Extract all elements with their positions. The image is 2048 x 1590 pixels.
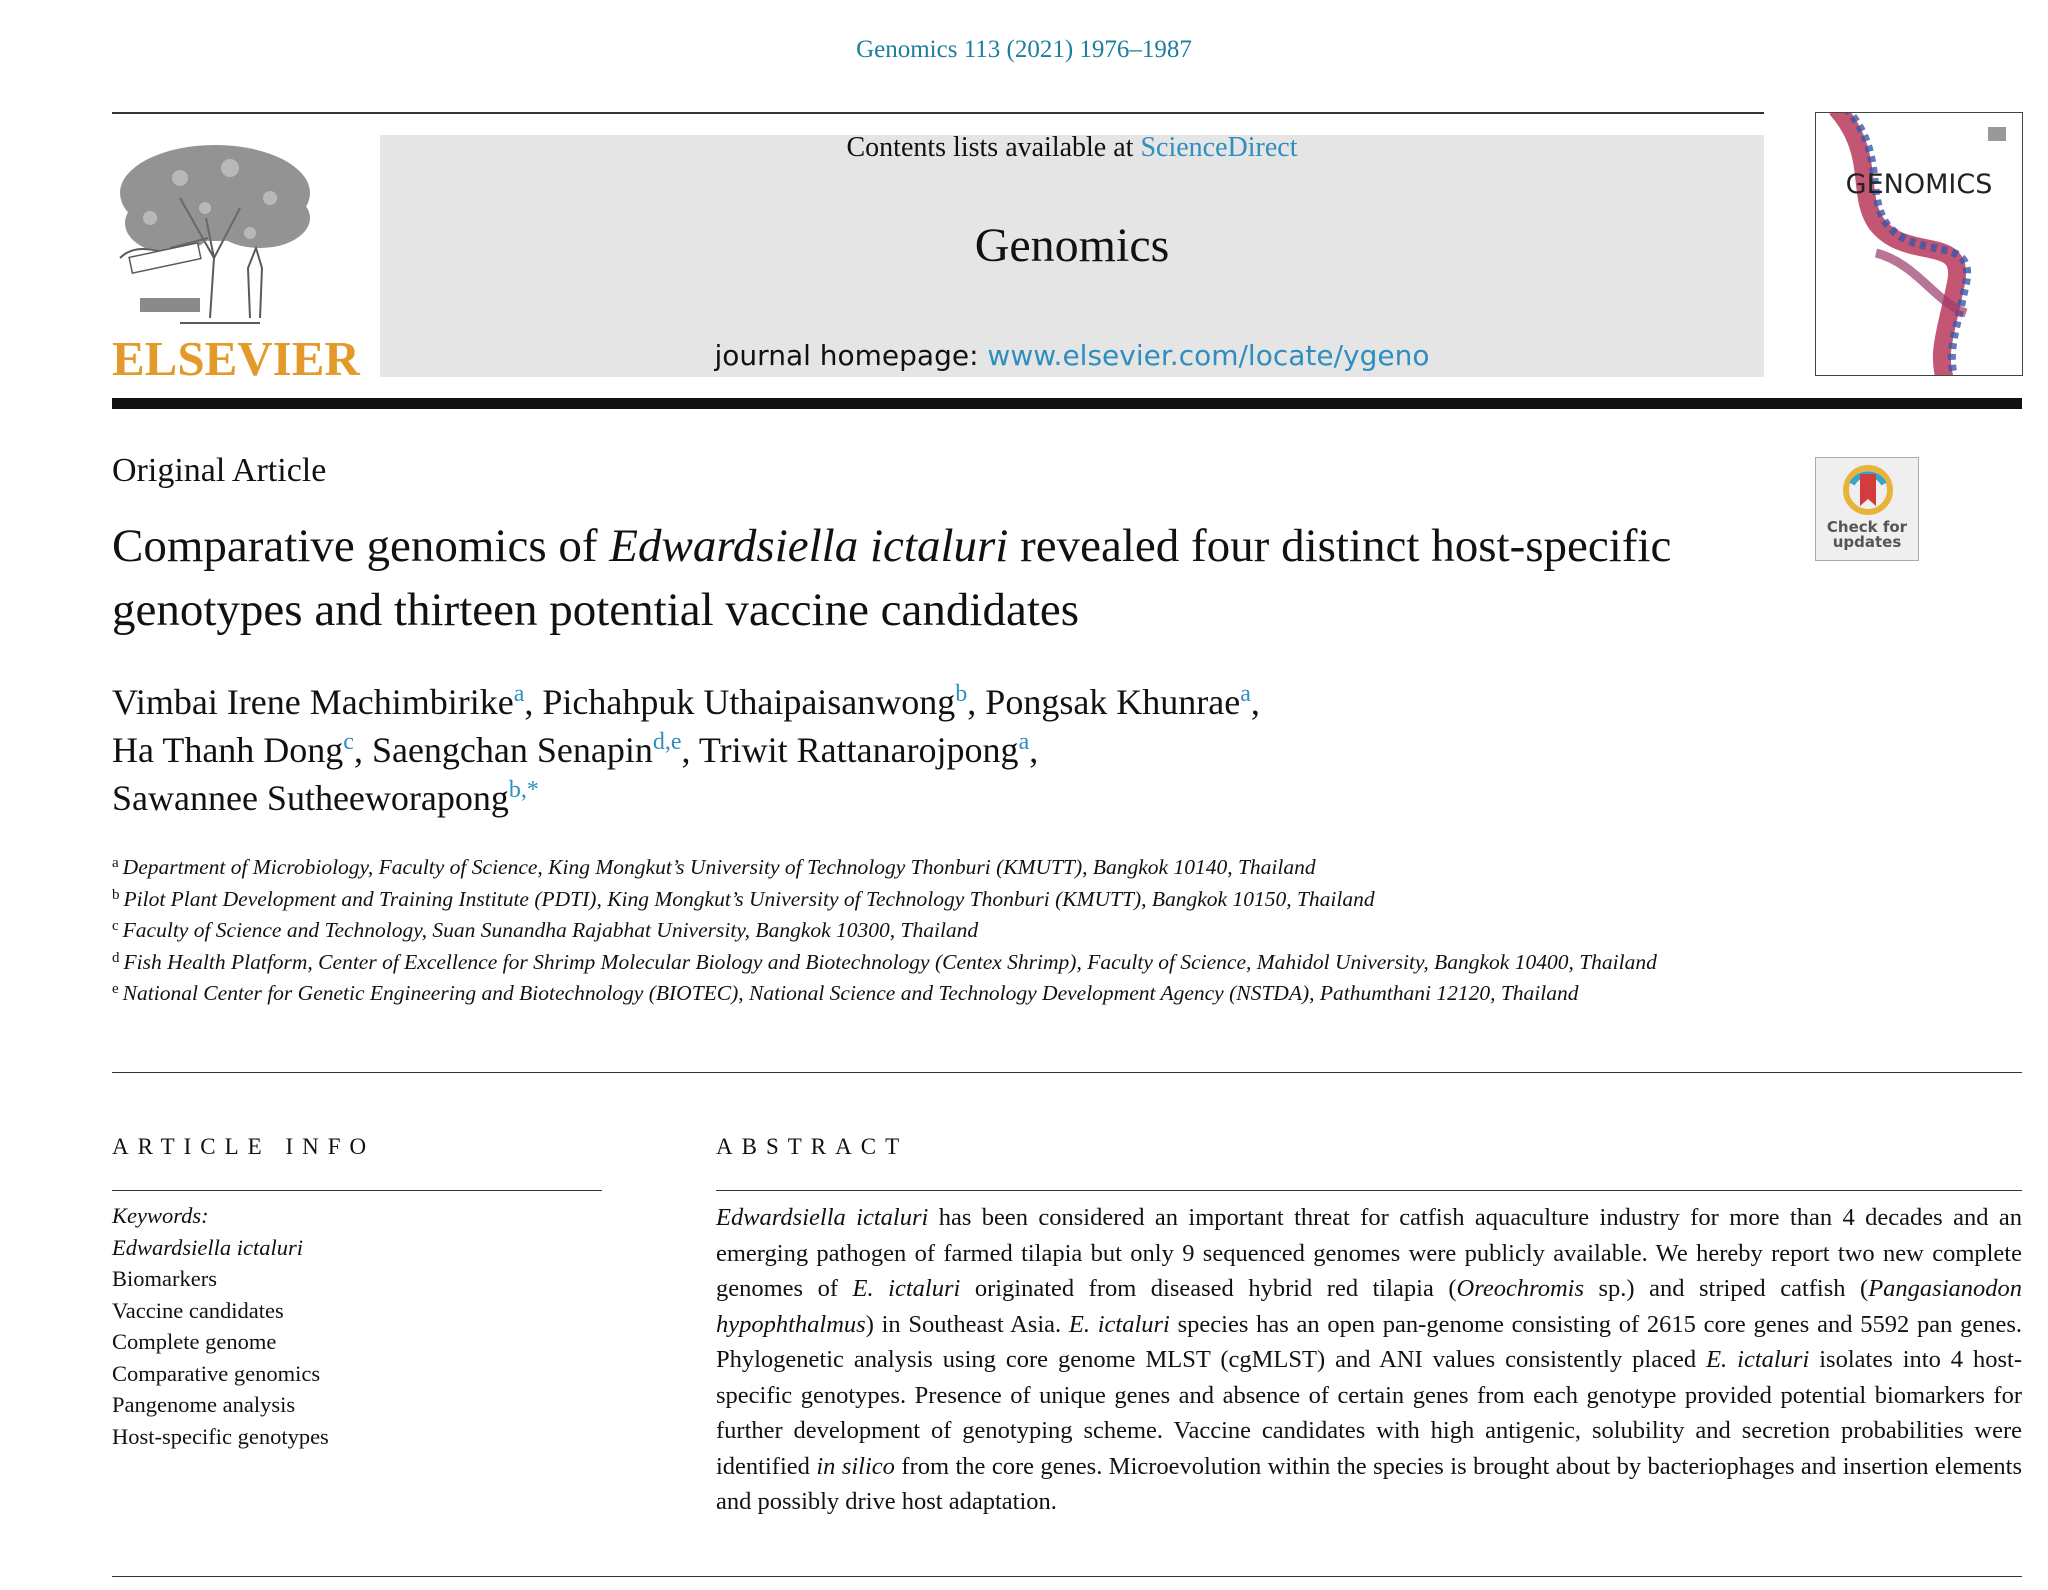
affiliation-item (112, 884, 1802, 916)
keyword-item[interactable]: Complete genome (112, 1329, 277, 1354)
article-info-rule (112, 1190, 602, 1191)
affiliation-key: b (112, 886, 120, 903)
article-title (112, 514, 1772, 642)
affiliation-item (112, 947, 1802, 979)
affiliation-item (112, 915, 1802, 947)
author-list (112, 678, 1812, 822)
abstract-segment: has been considered an important threat for catfish aquaculture industry for more than 4 decades and an emerging pathogen of farmed tilapia but only 9 sequenced genomes were publicly available. We hereby report two new complete genomes of (716, 1204, 2022, 1302)
title-part1: Comparative genomics of (112, 520, 610, 572)
dna-helix-image (1816, 113, 2022, 375)
abstract-segment: ) in Southeast Asia. (865, 1310, 1069, 1338)
journal-homepage-link[interactable]: www.elsevier.com/locate/ygeno (987, 339, 1430, 372)
article-info-heading: ARTICLE INFO (112, 1134, 376, 1159)
check-updates-label (1816, 520, 1918, 550)
check-updates-line2: updates (1832, 533, 1902, 551)
author-name[interactable]: Saengchan Senapin (371, 730, 653, 770)
abstract-segment: species has an open pan-genome consisting of 2615 core genes and 5592 pan genes. Phylogenetic analysis using core genome MLST (cgMLST) and ANI values consistently placed (716, 1310, 2022, 1373)
elsevier-wordmark: ELSEVIER (112, 331, 360, 386)
section-divider (112, 1072, 2022, 1073)
top-rule (112, 112, 1764, 114)
author-separator: , (353, 730, 372, 770)
affiliation-key: e (112, 981, 119, 997)
author-separator: , (524, 682, 543, 722)
abstract-segment: Pangasianodon hypophthalmus (716, 1275, 2022, 1338)
contents-line (380, 132, 1764, 164)
author-name[interactable]: Pongsak Khunrae (985, 682, 1241, 722)
keyword-item[interactable]: Vaccine candidates (112, 1297, 284, 1323)
homepage-prefix: journal homepage: (714, 339, 988, 372)
keyword-item[interactable]: Biomarkers (112, 1266, 217, 1291)
author-name[interactable]: Ha Thanh Dong (112, 730, 344, 770)
keyword-item[interactable]: Comparative genomics (112, 1360, 321, 1386)
affiliation-item (112, 852, 1802, 884)
author-name[interactable]: Triwit Rattanarojpong (698, 730, 1019, 770)
author-separator: , (1029, 730, 1039, 770)
abstract-segment: E. ictaluri (852, 1275, 961, 1302)
abstract-segment: Oreochromis (1456, 1275, 1584, 1302)
title-species: Edwardsiella ictaluri (609, 520, 1009, 572)
affiliation-key: c (112, 918, 119, 934)
keyword-list (112, 1200, 329, 1452)
journal-citation[interactable]: Genomics 113 (2021) 1976–1987 (856, 36, 1192, 63)
affiliation-key: a (112, 855, 119, 871)
keyword-item[interactable]: Host-specific genotypes (112, 1423, 329, 1449)
check-updates-line1: Check for (1826, 518, 1908, 536)
homepage-line (380, 339, 1764, 372)
abstract-segment: E. ictaluri (1706, 1346, 1810, 1373)
author-affiliation-link[interactable]: a (1018, 729, 1030, 755)
affiliation-text: Pilot Plant Development and Training Institute (PDTI), King Mongkut’s University of Technology Thonburi (KMUTT), Bangkok 10150, Thailand (123, 886, 1375, 911)
abstract-segment: from the core genes. Microevolution within the species is brought about by bacteriophages and insertion elements and possibly drive host adaptation. (716, 1452, 2023, 1515)
affiliation-text: Department of Microbiology, Faculty of Science, King Mongkut’s University of Technology Thonburi (KMUTT), Bangkok 10140, Thailand (122, 855, 1316, 879)
author-affiliation-link[interactable]: c (343, 729, 354, 755)
author-affiliation-link[interactable]: b,* (508, 777, 539, 803)
affiliation-text: Fish Health Platform, Center of Excellence for Shrimp Molecular Biology and Biotechnology (Centex Shrimp), Faculty of Science, Mahidol University, Bangkok 10400, Thailand (123, 949, 1657, 974)
author-separator: , (1250, 682, 1260, 722)
author-name[interactable]: Sawannee Sutheeworapong (112, 778, 509, 818)
author-name[interactable]: Vimbai Irene Machimbirike (112, 682, 514, 722)
keywords-label: Keywords: (112, 1203, 209, 1228)
abstract-heading: ABSTRACT (716, 1134, 909, 1159)
journal-cover[interactable] (1815, 112, 2023, 376)
author-affiliation-link[interactable]: b (955, 681, 968, 707)
keyword-item[interactable]: Edwardsiella ictaluri (112, 1234, 304, 1260)
abstract-segment: in silico (816, 1452, 895, 1480)
header-thick-rule (112, 398, 2022, 409)
affiliation-text: Faculty of Science and Technology, Suan Sunandha Rajabhat University, Bangkok 10300, Thailand (122, 918, 979, 942)
abstract-segment: E. ictaluri (1068, 1310, 1170, 1338)
abstract-segment: isolates into 4 host-specific genotypes. Presence of unique genes and absence of certain genes from each genotype provided potential biomarkers for further development of genotyping scheme. Vaccine candidates with high antigenic, solubility and secretion probabilities were identified (716, 1346, 2023, 1480)
affiliation-key: d (112, 949, 120, 966)
contents-prefix: Contents lists available at (846, 132, 1141, 163)
author-affiliation-link[interactable]: a (513, 681, 525, 707)
affiliation-item (112, 978, 1802, 1010)
author-name[interactable]: Pichahpuk Uthaipaisanwong (542, 682, 956, 722)
journal-name: Genomics (974, 219, 1170, 272)
check-for-updates-button[interactable] (1815, 457, 1919, 561)
title-part2: revealed four distinct host-specific genotypes and thirteen potential vaccine candidates (112, 520, 1672, 636)
affiliation-text: National Center for Genetic Engineering and Biotechnology (BIOTEC), National Science and Technology Development Agency (NSTDA), Pathumthani 12120, Thailand (122, 981, 1579, 1005)
abstract-segment: Edwardsiella ictaluri (716, 1204, 929, 1231)
author-affiliation-link[interactable]: d,e (652, 729, 682, 755)
bottom-rule (112, 1576, 2022, 1577)
cover-title: GENOMICS (1845, 169, 1993, 200)
check-updates-icon (1842, 464, 1894, 518)
author-separator: , (681, 730, 699, 770)
keyword-item[interactable]: Pangenome analysis (112, 1392, 296, 1417)
abstract-text (716, 1200, 2022, 1520)
author-separator: , (967, 682, 986, 722)
abstract-rule (716, 1190, 2022, 1191)
abstract-segment: sp.) and striped catfish ( (1584, 1275, 1869, 1302)
article-type: Original Article (112, 452, 327, 489)
affiliation-list (112, 852, 1802, 1010)
author-affiliation-link[interactable]: a (1240, 681, 1251, 707)
sciencedirect-link[interactable]: ScienceDirect (1140, 132, 1298, 163)
abstract-segment: originated from diseased hybrid red tilapia ( (960, 1275, 1457, 1302)
